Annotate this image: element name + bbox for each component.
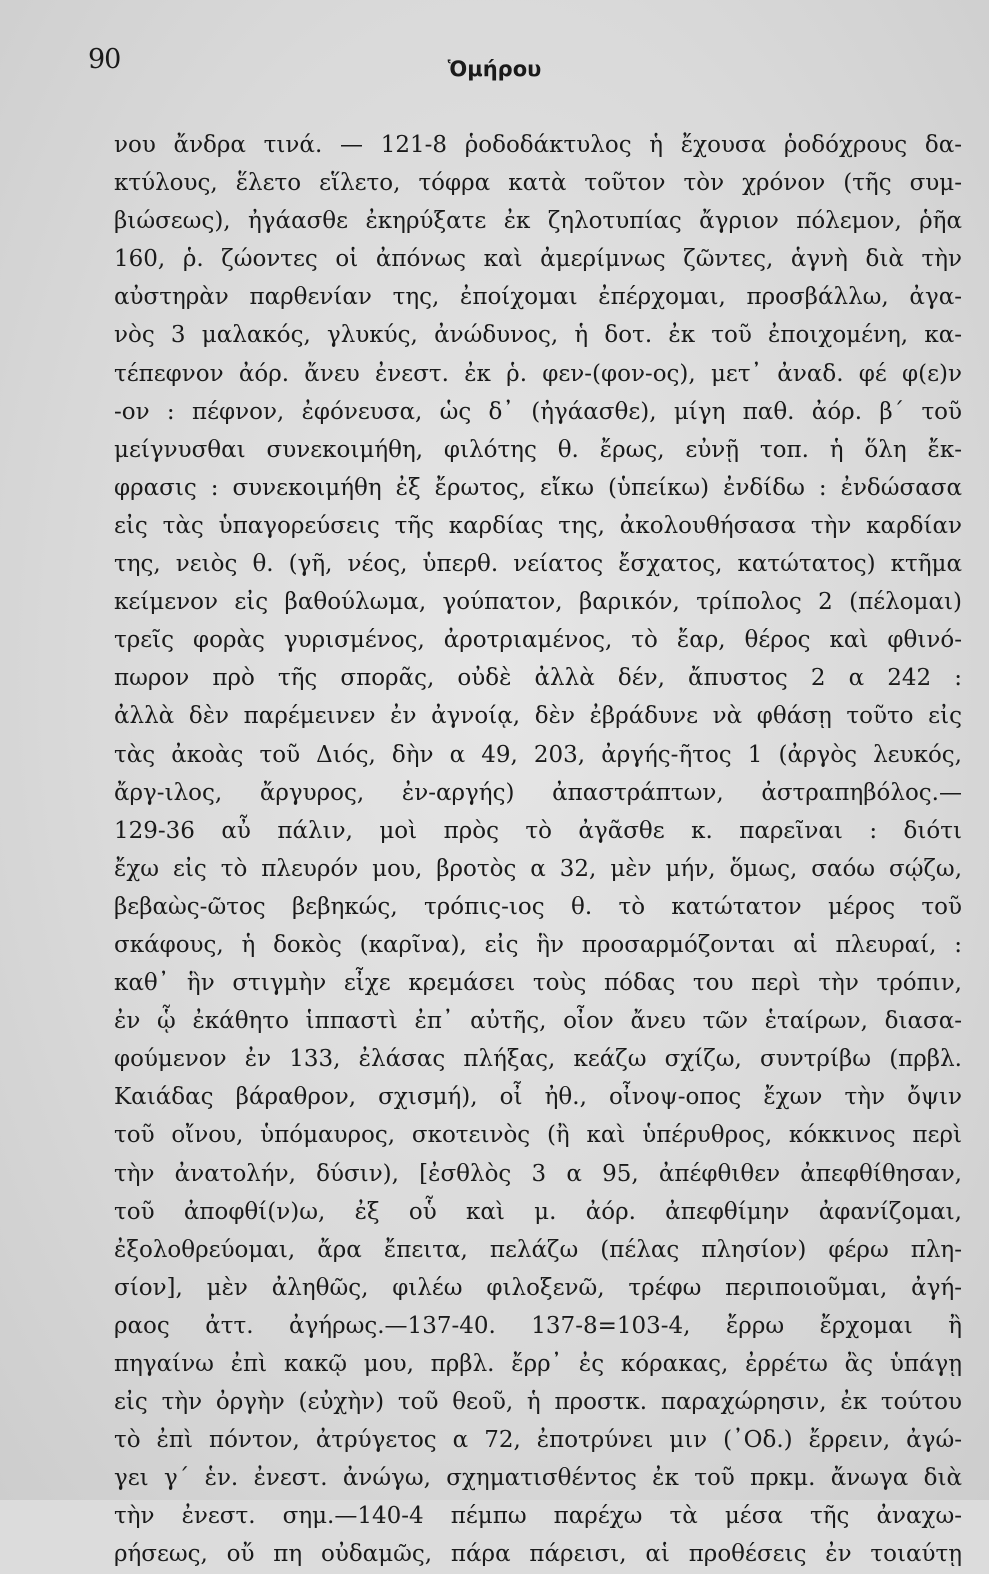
text-line: φούμενον ἐν 133, ἐλάσας πλήξας, κεάζω σχίζω, συντρίβω (πρβλ. <box>114 1046 962 1073</box>
text-line: αὐστηρὰν παρθενίαν της, ἐποίχομαι ἐπέρχομαι, προσβάλλω, ἀγα- <box>114 284 962 311</box>
text-line: τὰς ἀκοὰς τοῦ Διός, δὴν α 49, 203, ἀργής-ῆτος 1 (ἀργὸς λευκός, <box>114 741 962 768</box>
text-line: νου ἄνδρα τινά. — 121-8 ῥοδοδάκτυλος ἡ ἔχουσα ῥοδόχρους δα- <box>114 132 962 158</box>
text-line: καθ᾿ ἣν στιγμὴν εἶχε κρεμάσει τοὺς πόδας του περὶ τὴν τρόπιν, <box>114 970 962 997</box>
text-line: σκάφους, ἡ δοκὸς (καρῖνα), εἰς ἣν προσαρμόζονται αἱ πλευραί, : <box>114 931 962 958</box>
text-line: Καιάδας βάραθρον, σχισμή), οἶ ἠθ., οἶνοψ-οπος ἔχων τὴν ὄψιν <box>114 1084 962 1111</box>
commentary-text <box>114 126 962 1574</box>
text-line: ἀλλὰ δὲν παρέμεινεν ἐν ἀγνοίᾳ, δὲν ἐβράδυνε νὰ φθάσῃ τοῦτο εἰς <box>114 703 962 730</box>
text-line: κείμενον εἰς βαθούλωμα, γούπατον, βαρικόν, τρίπολος 2 (πέλομαι) <box>114 589 962 616</box>
text-line: 160, ῥ. ζώοντες οἱ ἀπόνως καὶ ἀμερίμνως ζῶντες, ἁγνὴ διὰ τὴν <box>114 246 962 273</box>
text-line: ἄργ-ιλος, ἄργυρος, ἐν-αργής) ἀπαστράπτων, ἀστραπηβόλος.— <box>114 779 962 806</box>
text-line: γει γ΄ ἑν. ἐνεστ. ἀνώγω, σχηματισθέντος ἐκ τοῦ πρκμ. ἄνωγα διὰ <box>114 1465 962 1492</box>
text-line: εἰς τὰς ὑπαγορεύσεις τῆς καρδίας της, ἀκολουθήσασα τὴν καρδίαν <box>114 512 962 539</box>
text-line: ραος ἀττ. ἀγήρως.—137-40. 137-8=103-4, ἔρρω ἔρχομαι ἢ <box>114 1312 962 1339</box>
text-line: τὴν ἀνατολήν, δύσιν), [ἐσθλὸς 3 α 95, ἀπέφθιθεν ἀπεφθίθησαν, <box>114 1160 962 1187</box>
text-line: βιώσεως), ἠγάασθε ἐκηρύξατε ἐκ ζηλοτυπίας ἄγριον πόλεμον, ῥῆα <box>114 208 962 235</box>
text-line: βεβαὼς-ῶτος βεβηκώς, τρόπις-ιος θ. τὸ κατώτατον μέρος τοῦ <box>114 893 962 920</box>
text-line: τρεῖς φορὰς γυρισμένος, ἀροτριαμένος, τὸ ἔαρ, θέρος καὶ φθινό- <box>114 627 962 654</box>
page-number: 90 <box>88 44 121 75</box>
text-line: πωρον πρὸ τῆς σπορᾶς, οὐδὲ ἀλλὰ δέν, ἄπυστος 2 α 242 : <box>114 665 962 692</box>
text-line: τὴν ἐνεστ. σημ.—140-4 πέμπω παρέχω τὰ μέσα τῆς ἀναχω- <box>114 1503 962 1530</box>
text-line: τοῦ ἀποφθί(ν)ω, ἐξ οὗ καὶ μ. ἀόρ. ἀπεφθίμην ἀφανίζομαι, <box>114 1198 962 1225</box>
text-line: φρασις : συνεκοιμήθη ἐξ ἔρωτος, εἴκω (ὑπείκω) ἐνδίδω : ἐνδώσασα <box>114 474 962 501</box>
text-line: εἰς τὴν ὀργὴν (εὐχὴν) τοῦ θεοῦ, ἡ προστκ. παραχώρησιν, ἐκ τούτου <box>114 1389 962 1416</box>
running-title: Ὁμήρου <box>447 57 542 81</box>
text-line: ἔχω εἰς τὸ πλευρόν μου, βροτὸς α 32, μὲν μήν, ὅμως, σαόω σῴζω, <box>114 855 962 882</box>
text-line: τέπεφνον ἀόρ. ἄνευ ἐνεστ. ἐκ ῥ. φεν-(φον-ος), μετ᾿ ἀναδ. φέ φ(ε)ν <box>114 360 962 387</box>
text-line: ἐν ᾧ ἐκάθητο ἱππαστὶ ἐπ᾿ αὐτῆς, οἶον ἄνευ τῶν ἑταίρων, διασα- <box>114 1008 962 1035</box>
text-line: κτύλους, ἕλετο εἵλετο, τόφρα κατὰ τοῦτον τὸν χρόνον (τῆς συμ- <box>114 170 962 197</box>
text-line: σίον], μὲν ἀληθῶς, φιλέω φιλοξενῶ, τρέφω περιποιοῦμαι, ἀγή- <box>114 1274 962 1301</box>
text-line: ρήσεως, οὔ πη οὐδαμῶς, πάρα πάρεισι, αἱ προθέσεις ἐν τοιαύτῃ <box>114 1541 962 1568</box>
text-line: -ον : πέφνον, ἐφόνευσα, ὡς δ᾿ (ἠγάασθε), μίγη παθ. ἀόρ. β΄ τοῦ <box>114 398 962 425</box>
text-line: 129-36 αὖ πάλιν, μοὶ πρὸς τὸ ἀγᾶσθε κ. παρεῖναι : διότι <box>114 817 962 844</box>
text-line: πηγαίνω ἐπὶ κακῷ μου, πρβλ. ἔρρ᾿ ἐς κόρακας, ἐρρέτω ἂς ὑπάγῃ <box>114 1351 962 1377</box>
text-line: μείγνυσθαι συνεκοιμήθη, φιλότης θ. ἔρως, εὐνῇ τοπ. ἡ ὅλη ἔκ- <box>114 436 962 463</box>
text-line: νὸς 3 μαλακός, γλυκύς, ἀνώδυνος, ἡ δοτ. ἐκ τοῦ ἐποιχομένη, κα- <box>114 322 962 349</box>
text-line: ἐξολοθρεύομαι, ἄρα ἔπειτα, πελάζω (πέλας πλησίον) φέρω πλη- <box>114 1236 962 1263</box>
text-line: τὸ ἐπὶ πόντον, ἀτρύγετος α 72, ἐποτρύνει μιν (᾿Οδ.) ἔρρειν, ἀγώ- <box>114 1427 962 1454</box>
text-line: της, νειὸς θ. (γῆ, νέος, ὑπερθ. νείατος ἔσχατος, κατώτατος) κτῆμα <box>114 551 962 578</box>
text-line: τοῦ οἴνου, ὑπόμαυρος, σκοτεινὸς (ἢ καὶ ὑπέρυθρος, κόκκινος περὶ <box>114 1122 962 1149</box>
